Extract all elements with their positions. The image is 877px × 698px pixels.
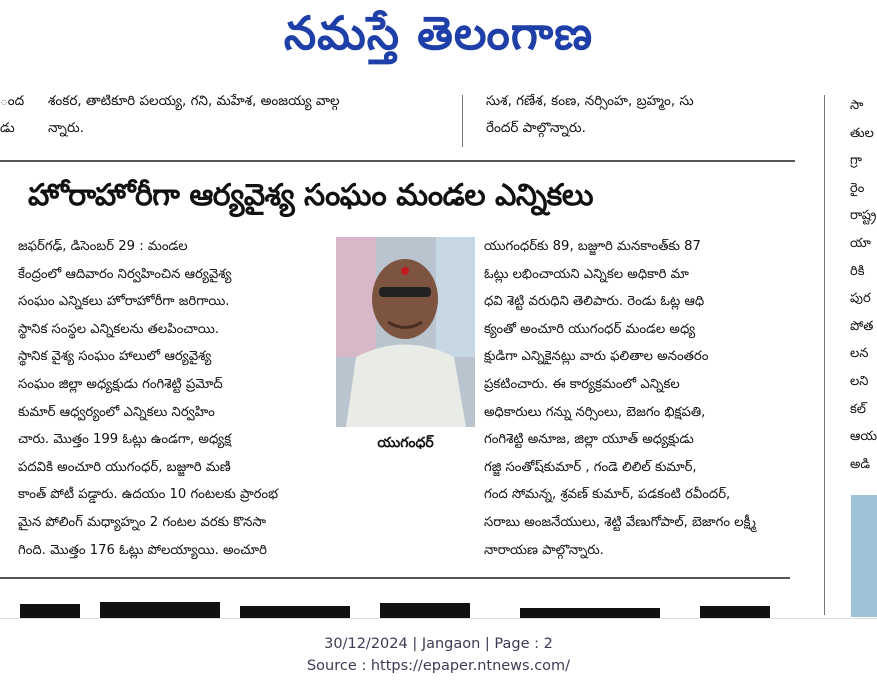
portrait-illustration xyxy=(336,237,475,427)
fragment-line: పుర xyxy=(850,291,871,307)
article-column-1 xyxy=(18,233,330,564)
article-column-2 xyxy=(484,233,798,564)
article-line: కాంత్ పోటీ పడ్డారు. ఉదయం 10 గంటలకు ప్రారంభ xyxy=(18,487,278,503)
photo-caption: యుగంధర్ xyxy=(377,435,434,451)
fragment-line: సా xyxy=(850,98,864,113)
footer-date-line: 30/12/2024 | Jangaon | Page : 2 xyxy=(324,636,553,652)
fragment-line: అడి xyxy=(850,456,871,472)
article-line: సంఘం ఎన్నికలు హోరాహోరీగా జరిగాయి. xyxy=(18,294,230,310)
top-column-1-fragment xyxy=(48,88,448,142)
article-line: యుగంధర్‌కు 89, బజ్జూరి మనకాంత్‌కు 87 xyxy=(484,239,701,254)
footer xyxy=(0,618,877,698)
article-line: కుమార్ ఆధ్వర్యంలో ఎన్నికలు నిర్వహిం xyxy=(18,404,215,420)
article-line: గంగిశెట్టి అనూజ, జిల్లా యూత్ అధ్యక్షుడు xyxy=(484,432,694,448)
fragment-line: ంద xyxy=(0,93,25,109)
fragment-line: సుశ, గణేశ, కంణ, నర్సింహ, బ్రహ్మం, సు xyxy=(486,93,694,109)
top-column-2-fragment xyxy=(486,88,796,142)
left-edge-fragment xyxy=(0,88,26,142)
article-line: ప్రకటించారు. ఈ కార్యక్రమంలో ఎన్నికల xyxy=(484,376,680,392)
fragment-line: పోత xyxy=(850,318,874,334)
article-line: ధవి శెట్టి వరుధిని తెలిపారు. రెండు ఓట్ల ఆధి xyxy=(484,294,705,310)
footer-source-line: Source : https://epaper.ntnews.com/ xyxy=(306,658,571,674)
article-line: సరాబు అంజనేయులు, శెట్టి వేణుగోపాల్, బెజాగం లక్ష్మీ xyxy=(484,514,757,530)
article-line: క్షుడిగా ఎన్నికైనట్లు వారు ఫలితాల అనంతరం xyxy=(484,349,709,365)
masthead xyxy=(0,0,877,78)
article-line: ఓట్లు లభించాయని ఎన్నికల అధికారి మా xyxy=(484,266,689,282)
article-line: అధికారులు గన్ను నర్సింలు, బెజగం భిక్షపతి, xyxy=(484,404,706,420)
fragment-line: కల్ xyxy=(850,401,867,417)
article-line: స్థానిక సంస్థల ఎన్నికలను తలపించాయి. xyxy=(18,321,220,337)
fragment-line: డు xyxy=(0,120,15,136)
fragment-line: శంకర, తాటికూరి పలయ్య, గని, మహేశ, అంజయ్య వాల్గ xyxy=(48,93,340,109)
article-line: గింది. మొత్తం 176 ఓట్లు పోలయ్యాయి. అంచూరి xyxy=(18,542,267,558)
right-column-divider xyxy=(824,95,825,615)
masthead-title: నమస్తే తెలంగాణ xyxy=(283,6,594,60)
article-line: సంఘం జిల్లా అధ్యక్షుడు గంగిశెట్టి ప్రమోద్ xyxy=(18,376,223,392)
column-divider xyxy=(462,95,463,147)
article-line: నారాయణ పాల్గొన్నారు. xyxy=(484,542,604,558)
fragment-line: లని xyxy=(850,373,869,389)
article-line: స్థానిక వైశ్య సంఘం హాలులో ఆర్యవైశ్య xyxy=(18,349,212,365)
article-top-rule xyxy=(0,160,795,162)
fragment-line: గ్రా xyxy=(850,153,862,169)
side-photo-fragment xyxy=(851,495,877,617)
article-line: క్యంతో అంచూరి యుగంధర్ మండల అధ్య xyxy=(484,321,696,337)
article-line: మైన పోలింగ్ మధ్యాహ్నం 2 గంటల వరకు కొనసా xyxy=(18,514,267,530)
portrait-photo xyxy=(336,237,475,427)
fragment-line: రాష్ట్ర xyxy=(850,208,877,224)
article-line: గజ్జి సంతోష్‌కుమార్ , గండె లిలిల్ కుమార్, xyxy=(484,459,697,475)
next-headline-fragment xyxy=(0,598,830,620)
article-bottom-rule xyxy=(0,577,790,579)
fragment-line: లన xyxy=(850,346,869,362)
article-line: జఫర్‌గఢ్, డిసెంబర్ 29 : మండల xyxy=(18,239,188,254)
article-headline: హోరాహోరీగా ఆర్యవైశ్య సంఘం మండల ఎన్నికలు xyxy=(28,178,593,213)
fragment-line: రేందర్ పాల్గొన్నారు. xyxy=(486,120,586,136)
article-line: పదవికి అంచూరి యుగంధర్, బజ్జూరి మణి xyxy=(18,459,231,475)
fragment-line: తుల xyxy=(850,125,874,141)
fragment-line: యా xyxy=(850,235,871,251)
right-column-fragment xyxy=(850,92,877,478)
fragment-line: ఆయ xyxy=(850,429,877,445)
fragment-line: రైం xyxy=(850,180,865,196)
fragment-line: రికి xyxy=(850,263,865,279)
fragment-line: న్నారు. xyxy=(48,120,84,136)
article-line: గంద సోమన్న, శ్రవణ్ కుమార్, పడకంటి రవీందర్, xyxy=(484,487,731,503)
article-line: కేంద్రంలో ఆదివారం నిర్వహించిన ఆర్యవైశ్య xyxy=(18,266,232,282)
article-line: చారు. మొత్తం 199 ఓట్లు ఉండగా, అధ్యక్ష xyxy=(18,432,232,448)
cut-headline-strokes xyxy=(0,598,830,620)
